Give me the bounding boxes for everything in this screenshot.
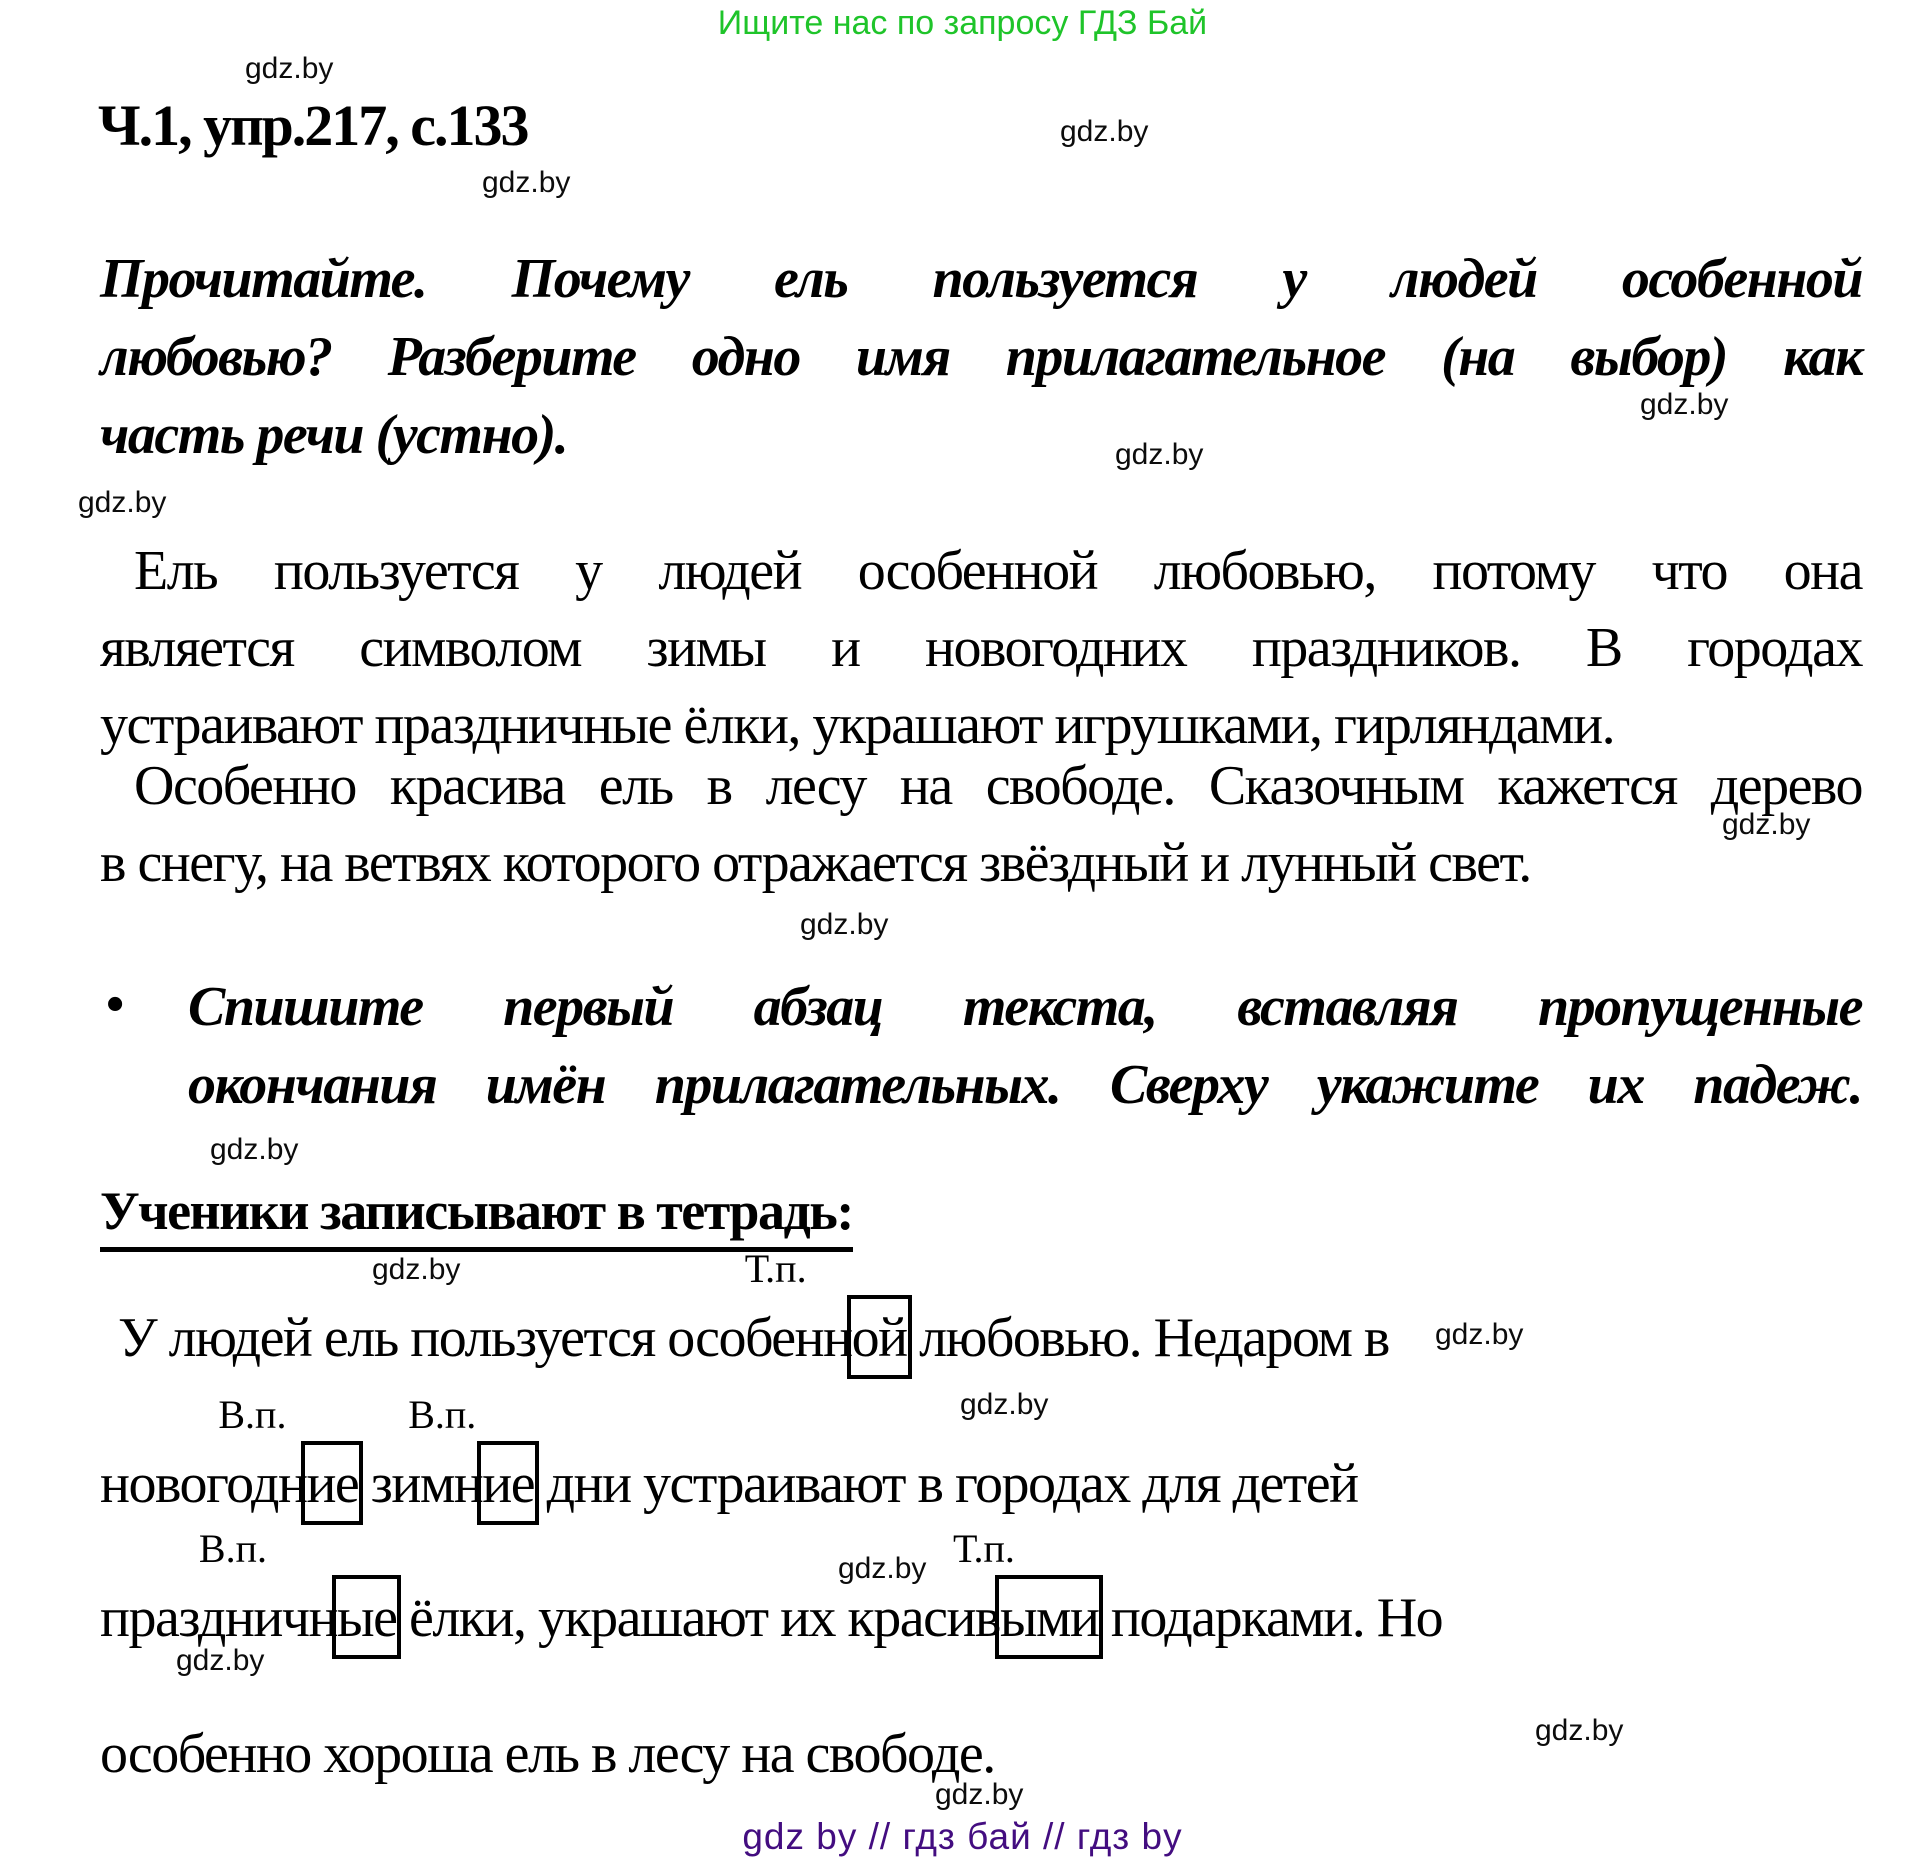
- case-label: Т.п.: [953, 1526, 1015, 1571]
- line-text: зимн: [358, 1453, 483, 1515]
- line-text: праздничн: [100, 1587, 337, 1649]
- paragraph-line: в снегу, на ветвях которого отражается звёздный и лунный свет.: [100, 832, 1531, 894]
- gdz-watermark: gdz.by: [176, 1644, 265, 1677]
- exercise-reference: Ч.1, упр.217, с.133: [98, 93, 528, 158]
- notebook-line-4: особенно хороша ель в лесу на свободе.: [100, 1723, 995, 1785]
- line-text: ёлки, украшают их красив: [396, 1587, 1000, 1649]
- gdz-watermark: gdz.by: [78, 486, 167, 519]
- ending-text: ие: [482, 1453, 535, 1515]
- notebook-heading: Ученики записывают в тетрадь:: [100, 1182, 1862, 1252]
- subtask-instruction: [100, 968, 1862, 1124]
- paragraph-line: Ель пользуется у людей особенной любовью, потому что она: [134, 540, 1862, 602]
- task-line: часть речи (устно).: [100, 404, 568, 466]
- gdz-watermark: gdz.by: [482, 166, 571, 199]
- ending-text: ые: [337, 1587, 397, 1649]
- line-text: новогодн: [100, 1453, 307, 1515]
- gdz-watermark: gdz.by: [1640, 388, 1729, 421]
- subtask-text: [188, 968, 1862, 1124]
- gdz-watermark: gdz.by: [210, 1133, 299, 1166]
- gdz-watermark: gdz.by: [800, 908, 889, 941]
- paragraph-line: Особенно красива ель в лесу на свободе. Сказочным кажется дерево: [134, 755, 1862, 817]
- answer-paragraph-2: [100, 748, 1862, 902]
- bullet-icon: •: [106, 976, 125, 1033]
- ending-text: ыми: [999, 1587, 1099, 1649]
- subtask-line: Спишите первый абзац текста, вставляя пропущенные: [188, 976, 1862, 1038]
- case-label: В.п.: [198, 1526, 267, 1571]
- case-label: В.п.: [218, 1392, 287, 1437]
- line-text: подарками. Но: [1098, 1587, 1443, 1649]
- ending-box: [744, 1246, 907, 1369]
- gdz-watermark: gdz.by: [838, 1552, 927, 1585]
- ending-box: [953, 1526, 1099, 1649]
- gdz-watermark: gdz.by: [372, 1253, 461, 1286]
- gdz-watermark: gdz.by: [245, 52, 334, 85]
- gdz-watermark: gdz.by: [1435, 1318, 1524, 1351]
- footer-branding: gdz by // гдз бай // гдз by: [742, 1816, 1183, 1857]
- task-line: любовью? Разберите одно имя прилагательное (на выбор) как: [100, 326, 1862, 388]
- subtask-line: окончания имён прилагательных. Сверху укажите их падеж.: [188, 1054, 1862, 1116]
- gdz-watermark: gdz.by: [1115, 438, 1204, 471]
- line-text: любовью. Недаром в: [906, 1307, 1389, 1369]
- ending-box: [218, 1392, 359, 1515]
- ending-text: ой: [851, 1307, 907, 1369]
- promo-banner: Ищите нас по запросу ГДЗ Бай: [717, 4, 1208, 42]
- paragraph-line: устраивают праздничные ёлки, украшают игрушками, гирляндами.: [100, 694, 1615, 756]
- gdz-watermark: gdz.by: [960, 1388, 1049, 1421]
- ending-text: ие: [306, 1453, 359, 1515]
- case-label: В.п.: [408, 1392, 477, 1437]
- task-instruction: [100, 240, 1862, 474]
- gdz-watermark: gdz.by: [935, 1778, 1024, 1811]
- task-line: Прочитайте. Почему ель пользуется у людей особенной: [100, 248, 1862, 310]
- line-text: У людей ель пользуется особенн: [118, 1307, 852, 1369]
- gdz-watermark: gdz.by: [1722, 808, 1811, 841]
- case-label: Т.п.: [744, 1246, 807, 1291]
- paragraph-line: является символом зимы и новогодних праздников. В городах: [100, 617, 1862, 679]
- line-text: дни устраивают в городах для детей: [534, 1453, 1358, 1515]
- answer-paragraph-1: [100, 533, 1862, 764]
- gdz-watermark: gdz.by: [1535, 1714, 1624, 1747]
- gdz-watermark: gdz.by: [1060, 115, 1149, 148]
